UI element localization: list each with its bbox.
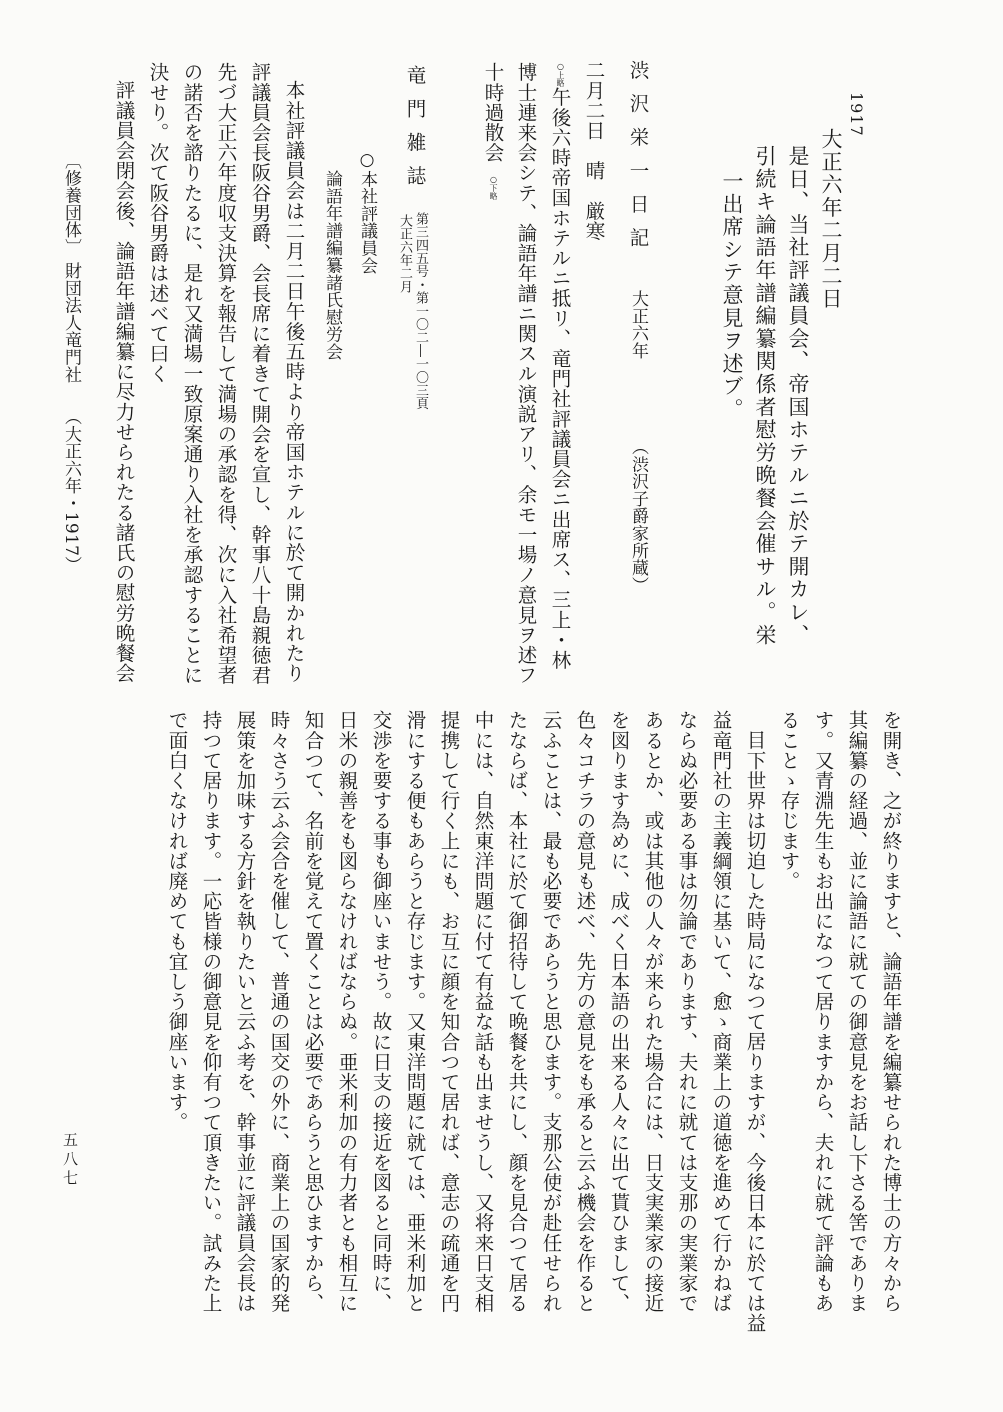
lower-line: ることゝ存じます。	[777, 710, 801, 891]
lower-line: 滑にする便もあらうと存じます。又東洋問題に就ては、亜米利加と	[403, 710, 427, 1313]
diary-text-line: 午後六時帝国ホテルニ抵リ、竜門社評議員会ニ出席ス、三上・林	[548, 87, 572, 670]
source-period: （大正六年・1917）	[61, 408, 81, 574]
magazine-issue-date: 大正六年二月	[397, 214, 412, 294]
lower-line: 知合つて、名前を覚えて置くことは必要であらうと思ひますから、	[301, 710, 325, 1313]
page-number: 五八七	[61, 1132, 79, 1189]
section-heading: ○本社評議員会	[357, 150, 377, 275]
omit-mark: ○上略	[556, 62, 565, 87]
magazine-title: 竜門雑誌	[403, 65, 427, 199]
lower-line: ならぬ必要ある事は勿論であります、夫れに就ては支那の実業家で	[675, 710, 699, 1313]
diary-text-line: 十時過散会	[481, 62, 505, 163]
paragraph-line: の諾否を諮りたるに、是れ又満場一致原案通り入社を承認することに	[180, 62, 204, 686]
lower-line: す。又青淵先生もお出になつて居りますから、夫れに就て評論もあ	[811, 710, 835, 1313]
paragraph-line: 決せり。次て阪谷男爵は述べて曰く	[146, 62, 170, 384]
diary-year: 大正六年	[628, 290, 648, 360]
entry-line: 是日、当社評議員会、帝国ホテルニ於テ開カレ、	[786, 145, 810, 647]
lower-line: 中には、自然東洋問題に付て有益な話も出ませうし、又将来日支相	[471, 710, 495, 1313]
entry-date: 大正六年二月二日	[819, 128, 843, 311]
paragraph-line: 本社評議員会は二月二日午後五時より帝国ホテルに於て開かれたり	[282, 80, 306, 683]
lower-line: 益竜門社の主義綱領に基いて、愈ゝ商業上の道徳を進めて行かねば	[709, 710, 733, 1313]
magazine-issue: 第三四五号・第一〇二―一〇三頁	[413, 212, 428, 410]
lower-line: 時々さう云ふ会合を催して、普通の国交の外に、商業上の国家的発	[267, 710, 291, 1313]
diary-date-line: 二月二日 晴 厳寒	[582, 60, 606, 241]
lower-line: 目下世界は切迫した時局になつて居りますが、今後日本に於ては益	[743, 730, 767, 1333]
omit-mark: ○下略	[489, 175, 498, 200]
entry-line: 引続キ論語年譜編纂関係者慰労晩餐会催サル。栄	[753, 145, 777, 647]
lower-line: で面白くなければ廃めても宜しう御座います。	[165, 710, 189, 1133]
paragraph-line: 評議員会長阪谷男爵、会長席に着きて開会を宣し、幹事八十島親徳君	[248, 62, 272, 686]
diary-source: （渋沢子爵家所蔵）	[628, 438, 648, 594]
lower-line: 持つて居ります。一応皆様の御意見を仰有つて頂きたい。試みた上	[199, 710, 223, 1313]
lower-line: 色々コチラの意見も述べ、先方の意見をも承ると云ふ機会を作ると	[573, 710, 597, 1313]
subheading: 論語年譜編纂諸氏慰労会	[322, 170, 342, 361]
lower-line: 交渉を要する事も御座いませう。故に日支の接近を図ると同時に、	[369, 710, 393, 1313]
paragraph-line: 評議員会閉会後、論語年譜編纂に尽力せられたる諸氏の慰労晩餐会	[112, 80, 136, 683]
year-note: 1917	[847, 92, 866, 137]
lower-line: を図ります為めに、成べく日本語の出来る人々に出て貰ひまして、	[607, 710, 631, 1313]
entry-line: 一出席シテ意見ヲ述ブ。	[720, 170, 744, 421]
lower-line: あるとか、或は其他の人々が来られた場合には、日支実業家の接近	[641, 710, 665, 1313]
lower-line: たならば、本社に於て御招待して晩餐を共にし、顔を見合つて居る	[505, 710, 529, 1313]
lower-line: 提携して行く上にも、お互に顔を知合つて居れば、意志の疏通を円	[437, 710, 461, 1313]
lower-line: 云ふことは、最も必要であらうと思ひます。支那公使が赴任せられ	[539, 710, 563, 1313]
diary-text-line: 博士連来会シテ、論語年譜ニ関スル演説アリ、余モ一場ノ意見ヲ述フ	[514, 62, 538, 686]
lower-line: 其編纂の経過、並に論語に就ての御意見をお話し下さる筈でありま	[845, 710, 869, 1313]
lower-line: 日米の親善をも図らなければならぬ。亜米利加の有力者とも相互に	[335, 710, 359, 1313]
lower-line: 展策を加味する方針を執りたいと云ふ考を、幹事並に評議員会長は	[233, 710, 257, 1313]
source-org-name: 財団法人竜門社	[61, 262, 81, 384]
paragraph-line: 先づ大正六年度収支決算を報告して満場の承認を得、次に入社希望者	[214, 62, 238, 686]
diary-title: 渋沢栄一日記	[626, 60, 650, 261]
lower-line: を開き、之が終りますと、論語年譜を編纂せられた博士の方々から	[879, 710, 903, 1313]
source-org-label: 〔修養団体〕	[61, 152, 81, 256]
